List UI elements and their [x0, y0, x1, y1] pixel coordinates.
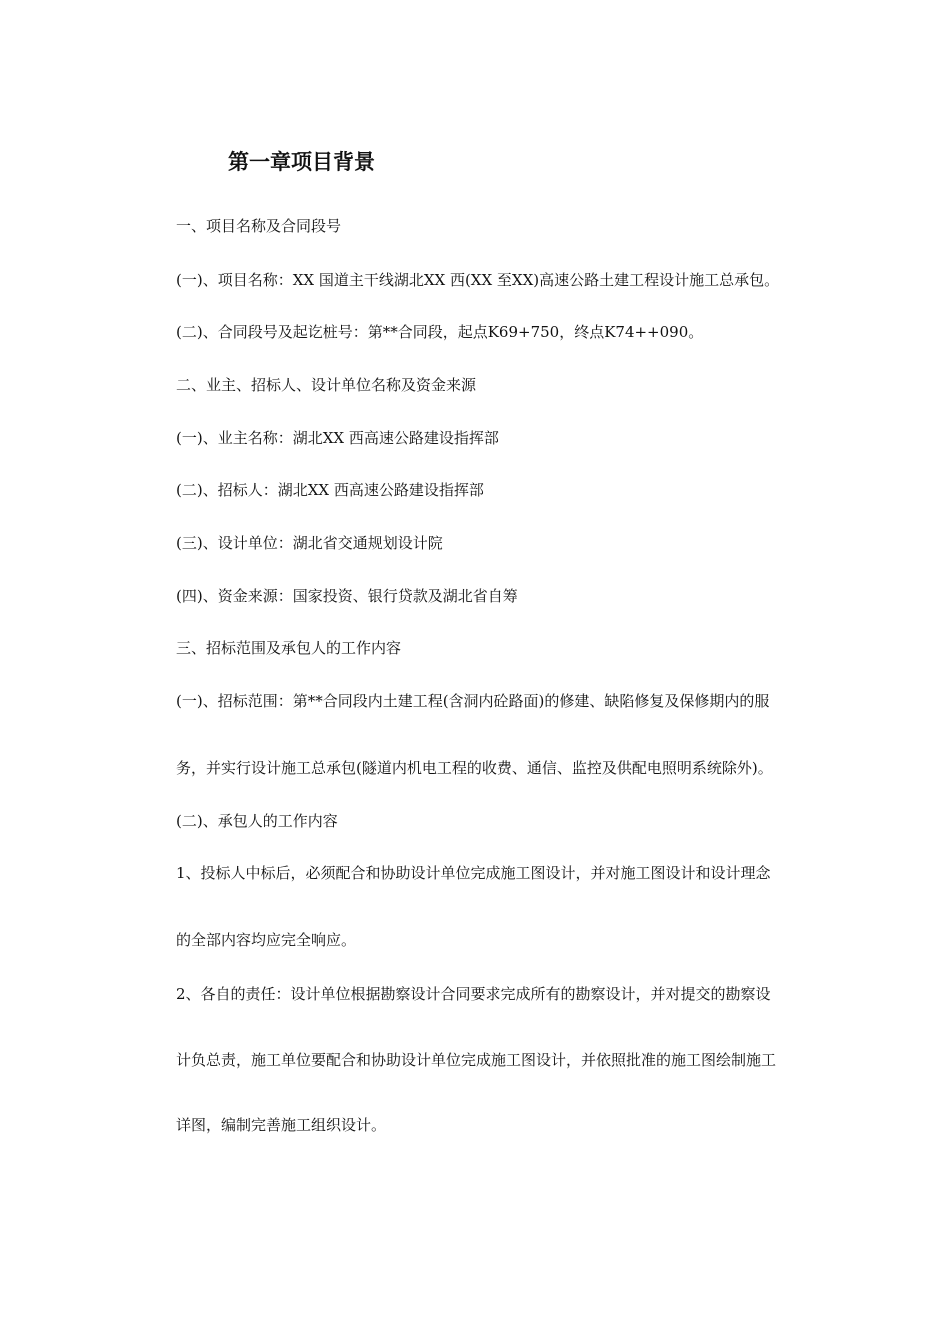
paragraph-line: 务，并实行设计施工总承包(隧道内机电工程的收费、通信、监控及供配电照明系统除外)。: [176, 759, 773, 777]
paragraph-line: 计负总责，施工单位要配合和协助设计单位完成施工图设计，并依照批准的施工图绘制施工: [176, 1051, 777, 1069]
paragraph-line: 1、投标人中标后，必须配合和协助设计单位完成施工图设计，并对施工图设计和设计理念: [176, 864, 771, 882]
section-heading-1: 一、项目名称及合同段号: [176, 217, 342, 235]
paragraph-line: (三)、设计单位：湖北省交通规划设计院: [176, 534, 443, 552]
paragraph-line: (一)、业主名称：湖北XX 西高速公路建设指挥部: [176, 429, 499, 447]
paragraph-line: (一)、招标范围：第**合同段内土建工程(含洞内砼路面)的修建、缺陷修复及保修期内的服: [176, 692, 770, 710]
paragraph-line: (一)、项目名称：XX 国道主干线湖北XX 西(XX 至XX)高速公路土建工程设计施工总承包。: [176, 271, 780, 289]
paragraph-line: (二)、承包人的工作内容: [176, 812, 338, 830]
paragraph-line: 的全部内容均应完全响应。: [176, 931, 357, 949]
section-heading-2: 二、业主、招标人、设计单位名称及资金来源: [176, 376, 477, 394]
paragraph-line: (二)、招标人：湖北XX 西高速公路建设指挥部: [176, 481, 484, 499]
section-heading-3: 三、招标范围及承包人的工作内容: [176, 639, 402, 657]
chapter-title: 第一章项目背景: [228, 150, 375, 174]
paragraph-line: (四)、资金来源：国家投资、银行贷款及湖北省自筹: [176, 587, 518, 605]
paragraph-line: 详图，编制完善施工组织设计。: [176, 1116, 387, 1134]
paragraph-line: 2、各自的责任：设计单位根据勘察设计合同要求完成所有的勘察设计，并对提交的勘察设: [176, 985, 771, 1003]
paragraph-line: (二)、合同段号及起讫桩号：第**合同段，起点K69+750，终点K74++090。: [176, 323, 704, 341]
